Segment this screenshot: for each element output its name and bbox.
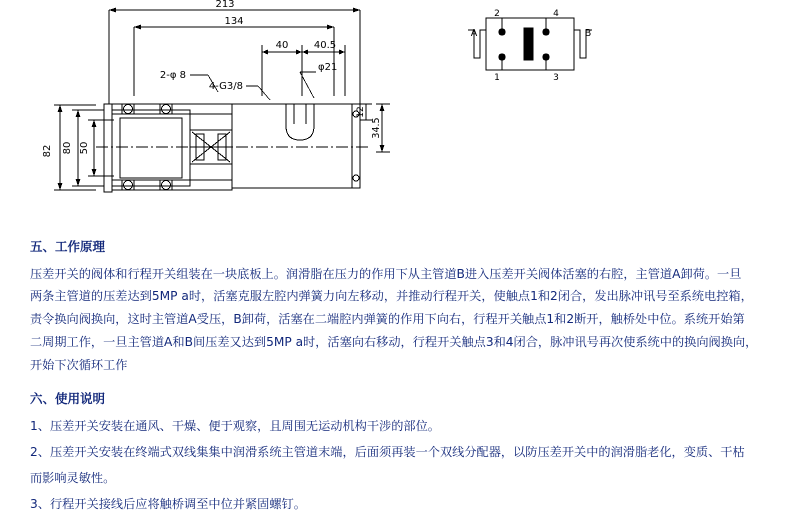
dim-label-34-5: 34.5 [371,117,382,139]
document-body [30,238,760,520]
schematic-terminal-2: 2 [494,9,500,19]
dim-label-213: 213 [215,0,235,10]
dim-label-134: 134 [224,16,244,27]
section-working-principle [30,238,760,376]
schematic-terminal-4: 4 [553,9,559,19]
valve-body-outline [96,104,370,192]
dim-label-4-G38: 4-G3/8 [208,81,243,92]
usage-item-2: 2、压差开关安装在终端式双线集集中润滑系统主管道末端，后面须再装一个双线分配器，以防压差开关中的润滑脂老化，变质、干枯 [30,444,745,459]
section-five-line-2: 两条主管道的压差达到5MP a时，活塞克服左腔内弹簧力向左移动，并推动行程开关，使触点1和2闭合，发出脉冲讯号至系统电控箱， [30,289,753,304]
dim-50 [88,120,114,176]
schematic-port-A: A [470,28,478,39]
schematic-port-B: B [584,28,592,39]
schematic-terminal-3: 3 [553,73,559,83]
section-usage-instructions [30,390,760,514]
technical-drawing [0,0,790,230]
hydraulic-schematic [468,18,592,70]
dim-label-40: 40 [275,40,289,51]
drawing-svg [0,0,790,230]
dim-label-40-5: 40.5 [313,40,337,51]
section-six-heading: 六、使用说明 [30,391,106,407]
dim-label-50: 50 [79,141,90,155]
section-five-line-5: 开始下次循环工作 [30,358,128,373]
dim-label-12: 12 [356,106,366,118]
dim-label-2-phi8: 2-φ 8 [159,70,186,81]
dim-40 [262,45,302,96]
usage-item-2-cont: 而影响灵敏性。 [30,470,116,485]
dim-label-80: 80 [62,141,73,155]
section-five-heading: 五、工作原理 [30,239,106,254]
section-five-line-1: 压差开关的阀体和行程开关组装在一块底板上。润滑脂在压力的作用下从主管道B进入压差开关阀体活塞的右腔，主管道A卸荷。一旦 [30,266,742,281]
schematic-terminal-1: 1 [494,73,500,83]
usage-item-1: 1、压差开关安装在通风、干燥、便于观察，且周围无运动机构干涉的部位。 [30,418,440,433]
section-five-line-4: 二周期工作，一旦主管道A和B间压差又达到5MP a时，活塞向右移动，行程开关触点3和4闭合，脉冲讯号再次使系统中的换向阀换向， [30,335,758,350]
section-five-line-3: 责令换向阀换向，这时主管道A受压，B卸荷，活塞在二端腔内弹簧的作用下向右，行程开关触点1和2断开，触桥处中位。系统开始第 [30,312,745,327]
usage-item-3: 3、行程开关接线后应将触桥调至中位并紧固螺钉。 [30,496,306,511]
dim-4-G38 [246,86,270,100]
dim-label-phi21: φ21 [318,62,338,73]
dim-label-82: 82 [42,144,53,158]
